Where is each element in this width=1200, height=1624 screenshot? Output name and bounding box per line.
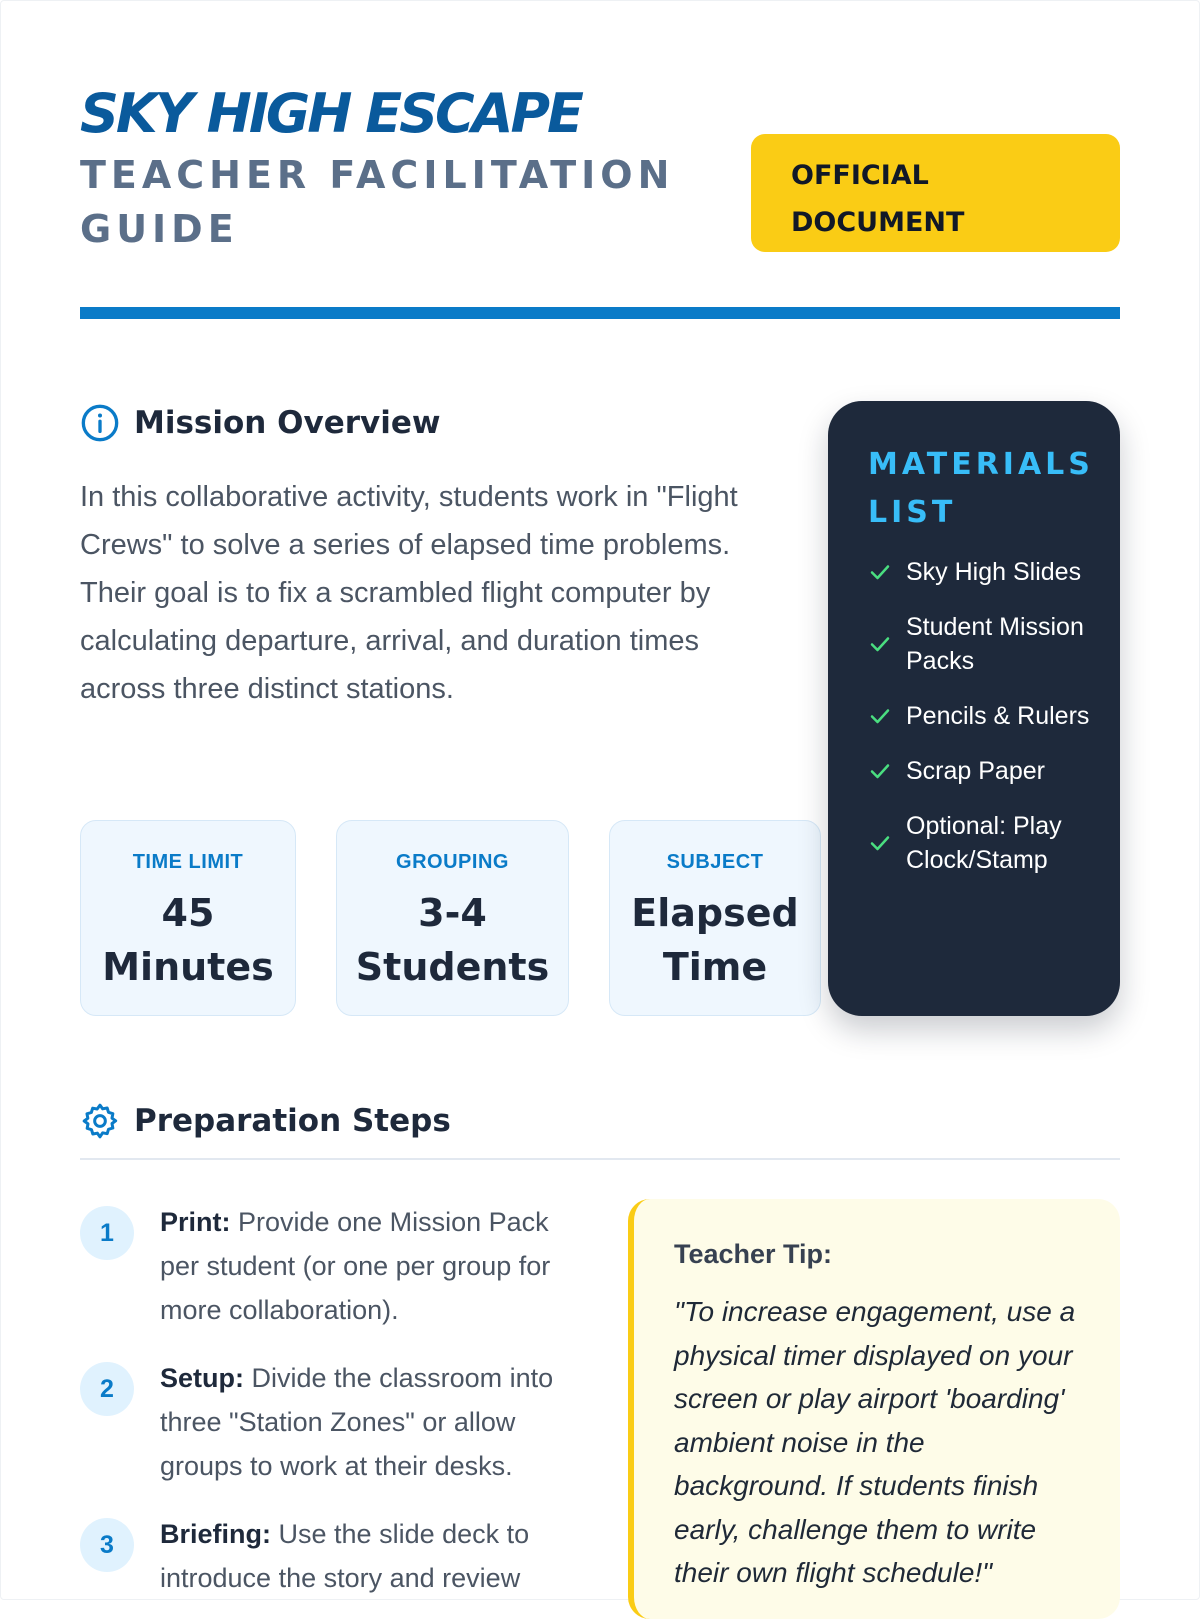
tip-title: Teacher Tip: (674, 1239, 833, 1269)
check-icon (868, 831, 892, 855)
step-item (80, 1200, 590, 1332)
step-title: Briefing: (160, 1519, 271, 1549)
tip-text: "To increase engagement, use a physical timer displayed on your screen or play airport 'boarding' ambient noise in the background. If students finish early, challenge them to write their own flight schedule!" (674, 1296, 1076, 1588)
stat-value: 45 Minutes (102, 891, 274, 989)
list-item (868, 809, 1100, 877)
preparation-heading (80, 1101, 451, 1141)
check-icon (868, 704, 892, 728)
stat-value: Elapsed Time (631, 891, 799, 989)
stat-label: TIME LIMIT (132, 851, 244, 873)
document-subtitle: TEACHER FACILITATION GUIDE (80, 153, 675, 251)
materials-panel (828, 401, 1120, 1016)
preparation-steps (80, 1200, 590, 1624)
info-icon (80, 403, 120, 443)
stat-label: GROUPING (396, 851, 509, 873)
overview-text: In this collaborative activity, students work in "Flight Crews" to solve a series of elapsed time problems. Their goal is to fix a scrambled flight computer by calculating departure, arrival, and duration times across three distinct stations. (80, 481, 738, 705)
step-item (80, 1356, 590, 1488)
material-label: Pencils & Rulers (906, 702, 1090, 730)
section-divider (80, 1158, 1120, 1160)
stat-card-grouping (336, 820, 569, 1016)
material-label: Sky High Slides (906, 558, 1082, 586)
list-item (868, 699, 1100, 733)
header-divider (80, 307, 1120, 319)
materials-list (868, 555, 1100, 877)
list-item (868, 610, 1100, 678)
step-number: 3 (80, 1518, 134, 1572)
check-icon (868, 759, 892, 783)
step-title: Setup: (160, 1363, 244, 1393)
list-item (868, 555, 1100, 589)
stat-label: SUBJECT (666, 851, 764, 873)
step-number: 2 (80, 1362, 134, 1416)
stat-card-time (80, 820, 296, 1016)
overview-heading (80, 403, 441, 443)
official-badge: OFFICIAL DOCUMENT (751, 134, 1120, 252)
step-text: Use the slide deck to introduce the story and review (160, 1519, 530, 1593)
material-label: Student Mission Packs (906, 613, 1084, 675)
overview-title: Mission Overview (134, 405, 441, 441)
step-number: 1 (80, 1206, 134, 1260)
check-icon (868, 560, 892, 584)
list-item (868, 754, 1100, 788)
preparation-title: Preparation Steps (134, 1103, 451, 1139)
step-title: Print: (160, 1207, 231, 1237)
step-text: Divide the classroom into three "Station Zones" or allow groups to work at their desks. (160, 1363, 554, 1481)
document-header (80, 80, 1120, 250)
document-title: SKY HIGH ESCAPE (80, 82, 581, 145)
stat-value: 3-4 Students (355, 891, 550, 989)
teacher-tip-callout (628, 1199, 1120, 1619)
step-text: Provide one Mission Pack per student (or one per group for more collaboration). (160, 1207, 551, 1325)
materials-title: MATERIALS LIST (868, 447, 1094, 530)
stat-card-subject (609, 820, 821, 1016)
material-label: Optional: Play Clock/Stamp (906, 812, 1062, 874)
gear-icon (80, 1101, 120, 1141)
material-label: Scrap Paper (906, 757, 1045, 785)
step-item (80, 1512, 590, 1600)
check-icon (868, 632, 892, 656)
